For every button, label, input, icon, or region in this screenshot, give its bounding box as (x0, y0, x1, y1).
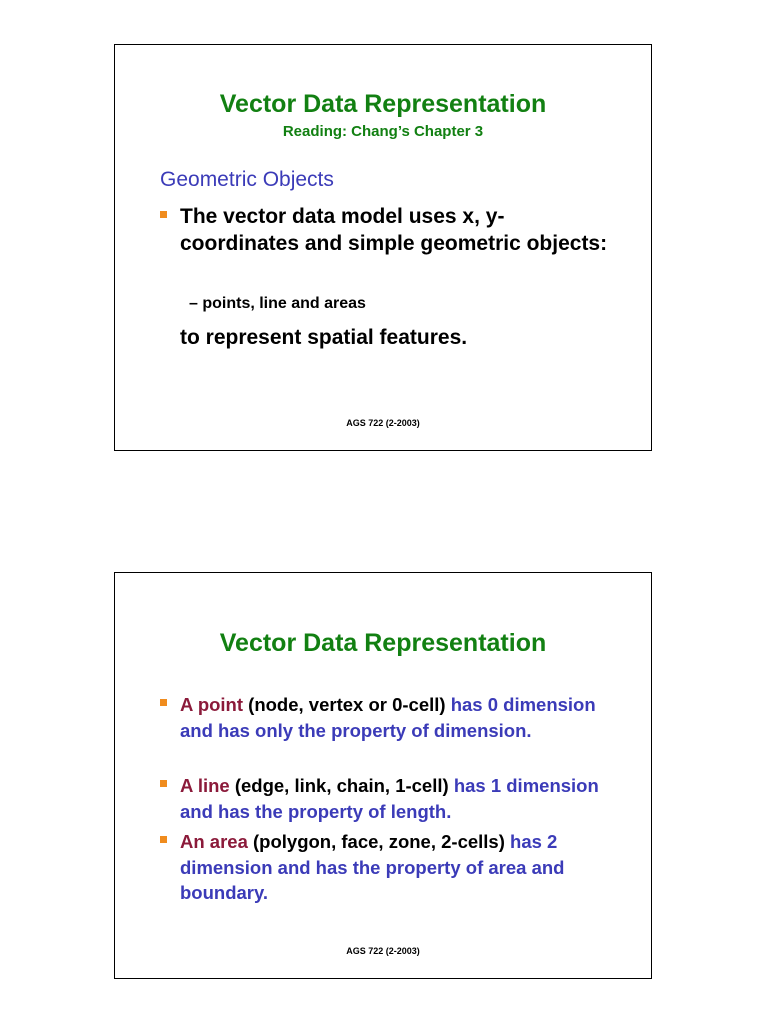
bullet-square-icon (160, 780, 167, 787)
slide-footer: AGS 722 (2-2003) (346, 418, 420, 428)
bullet-text (180, 773, 611, 824)
slide-title: Vector Data Representation (219, 629, 547, 657)
bullet-square-icon (160, 211, 167, 218)
bullet-item (160, 692, 611, 743)
slide-title: Vector Data Representation (219, 90, 547, 118)
bullet-term: An area (180, 831, 248, 852)
bullet-description: has 0 dimension and has only the property of dimension. (180, 694, 596, 741)
slide-2 (114, 572, 652, 979)
bullet-aliases: (node, vertex or 0-cell) (243, 694, 451, 715)
bullet-description: has 1 dimension and has the property of length. (180, 775, 599, 822)
bullet-aliases: (edge, link, chain, 1-cell) (229, 775, 454, 796)
bullet-square-icon (160, 699, 167, 706)
section-heading: Geometric Objects (160, 168, 334, 191)
bullet-aliases: (polygon, face, zone, 2-cells) (247, 831, 511, 852)
bullet-text (180, 692, 611, 743)
bullet-square-icon (160, 836, 167, 843)
bullet-item (160, 203, 611, 257)
slide-1 (114, 44, 652, 451)
bullet-item (160, 829, 611, 906)
slide-subtitle: Reading: Chang’s Chapter 3 (282, 123, 484, 140)
bullet-term: A line (180, 775, 230, 796)
slide-footer: AGS 722 (2-2003) (346, 946, 420, 956)
bullet-item (160, 773, 611, 824)
bullet-term: A point (180, 694, 244, 715)
bullet-text: The vector data model uses x, y-coordinates and simple geometric objects: (180, 205, 608, 255)
continuation-text: to represent spatial features. (180, 326, 468, 349)
bullet-description: has 2 dimension and has the property of area and boundary. (180, 831, 565, 903)
bullet-text (180, 829, 611, 906)
sub-bullet-item: – points, line and areas (189, 295, 366, 312)
